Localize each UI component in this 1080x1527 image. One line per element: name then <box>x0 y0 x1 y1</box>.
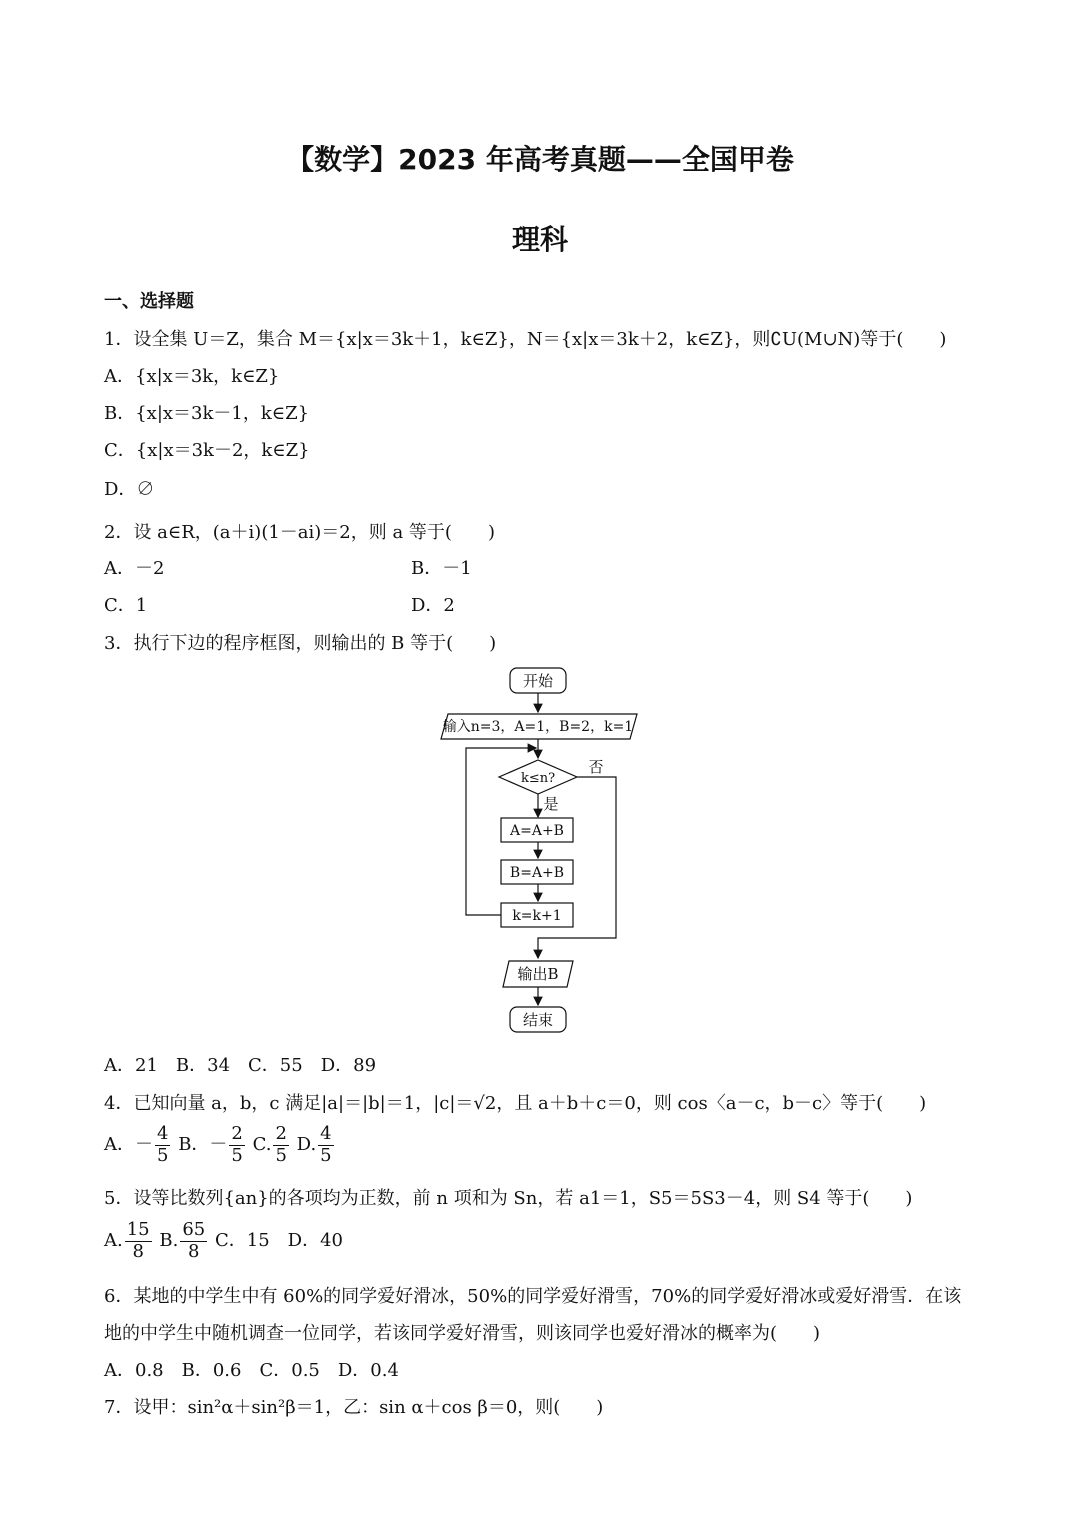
q2-option-a: A．－2 <box>104 558 165 579</box>
q1-stem: 1．设全集 U＝Z，集合 M＝{x|x＝3k＋1，k∈Z}，N＝{x|x＝3k＋2，k∈Z}，则∁U(M∪N)等于( ) <box>104 329 947 350</box>
q4-d-fraction: $\frac{4}{5}$ <box>320 1123 332 1166</box>
q1-option-b: B．{x|x＝3k－1，k∈Z} <box>104 403 310 424</box>
flow-yes-label: 是 <box>543 795 559 813</box>
q5-options <box>104 1220 343 1262</box>
q4-b-sign: － <box>209 1134 228 1156</box>
q6-options: A．0.8 B．0.6 C．0.5 D．0.4 <box>104 1360 399 1381</box>
q6-stem-line2: 地的中学生中随机调查一位同学，若该同学爱好滑雪，则该同学也爱好滑冰的概率为( ) <box>104 1323 821 1344</box>
flowchart <box>430 660 650 1040</box>
flow-condition-label: k≤n? <box>520 771 556 786</box>
flow-input-label: 输入n=3，A=1，B=2，k=1 <box>442 719 634 735</box>
q2-option-b: B．－1 <box>411 558 472 579</box>
q5-b-label: B. <box>159 1230 179 1252</box>
q5-a-fraction: $\frac{15}{8}$ <box>126 1219 150 1262</box>
flow-step1-label: A=A+B <box>510 823 564 839</box>
q3-stem: 3．执行下边的程序框图，则输出的 B 等于( ) <box>104 633 497 654</box>
q4-b-fraction: $\frac{2}{5}$ <box>231 1123 243 1166</box>
q3-options: A．21 B．34 C．55 D．89 <box>104 1055 377 1076</box>
q1-option-c: C．{x|x＝3k－2，k∈Z} <box>104 440 310 461</box>
q6-stem-line1: 6．某地的中学生中有 60%的同学爱好滑冰，50%的同学爱好滑雪，70%的同学爱好滑冰或爱好滑雪．在该 <box>104 1286 962 1307</box>
q4-b-label: B． <box>178 1134 210 1156</box>
q2-option-d: D．2 <box>411 595 455 616</box>
q2-option-c: C．1 <box>104 595 148 616</box>
page-subtitle: 理科 <box>511 223 568 256</box>
flow-start-label: 开始 <box>522 672 554 690</box>
q4-c-label: C. <box>252 1134 272 1156</box>
q4-options <box>104 1124 336 1166</box>
q5-a-label: A. <box>104 1230 123 1252</box>
q4-d-label: D. <box>296 1134 317 1156</box>
page-title: 【数学】2023 年高考真题——全国甲卷 <box>286 143 794 176</box>
q5-b-fraction: $\frac{65}{8}$ <box>182 1219 206 1262</box>
flow-no-label: 否 <box>588 758 604 776</box>
q4-a-fraction: $\frac{4}{5}$ <box>157 1123 169 1166</box>
q4-a-sign: － <box>135 1134 153 1156</box>
q5-stem: 5．设等比数列{an}的各项均为正数，前 n 项和为 Sn，若 a1＝1，S5＝5S3－4，则 S4 等于( ) <box>104 1188 913 1209</box>
q7-stem: 7．设甲：sin²α＋sin²β＝1，乙：sin α＋cos β＝0，则( ) <box>104 1397 604 1418</box>
q4-c-fraction: $\frac{2}{5}$ <box>275 1123 287 1166</box>
flow-output-label: 输出B <box>517 965 559 983</box>
q1-option-a: A．{x|x＝3k，k∈Z} <box>104 366 280 387</box>
q2-stem: 2．设 a∈R，(a＋i)(1－ai)＝2，则 a 等于( ) <box>104 522 495 543</box>
flow-step3-label: k=k+1 <box>512 908 562 924</box>
section-heading: 一、选择题 <box>104 291 194 312</box>
flow-step2-label: B=A+B <box>509 865 565 881</box>
q5-rest: C．15 D．40 <box>214 1230 343 1252</box>
flow-end-label: 结束 <box>522 1011 554 1029</box>
q4-stem: 4．已知向量 a，b，c 满足|a|＝|b|＝1，|c|＝√2，且 a＋b＋c＝0，则 cos〈a－c，b－c〉等于( ) <box>104 1093 927 1114</box>
q4-a-label: A． <box>104 1134 135 1156</box>
q1-option-d: D．∅ <box>104 479 155 500</box>
